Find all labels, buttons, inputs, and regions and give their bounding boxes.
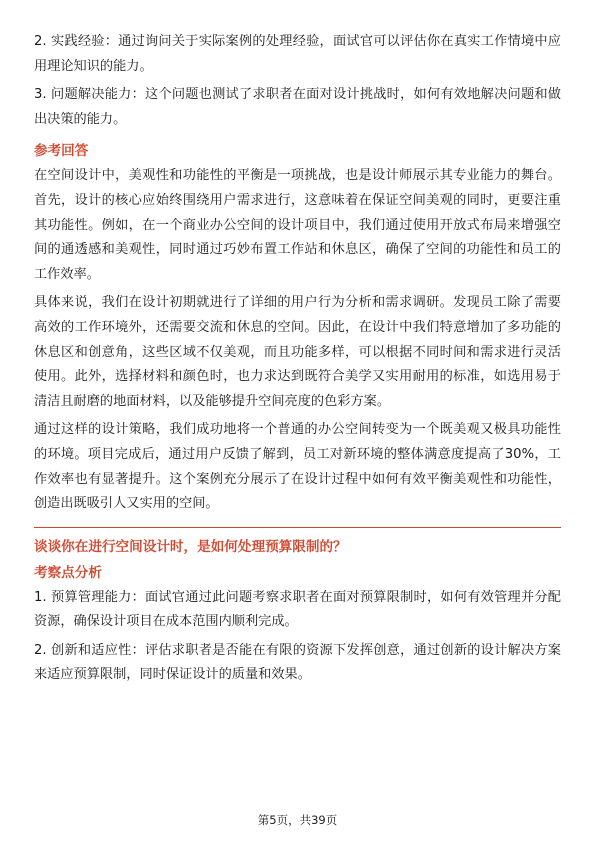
page-number: 第5页，共39页 (257, 813, 338, 827)
answer-paragraph: 在空间设计中，美观性和功能性的平衡是一项挑战，也是设计师展示其专业能力的舞台。首先，设计的核心应始终围绕用户需求进行，这意味着在保证空间美观的同时，更要注重其功能性。例如，在一个商业办公空间的设计项目中，我们通过使用开放式布局来增强空间的通透感和美观性，同时通过巧妙布置工作站和休息区，确保了空间的功能性和员工的工作效率。 (34, 168, 561, 282)
answer-paragraph: 具体来说，我们在设计初期就进行了详细的用户行为分析和需求调研。发现员工除了需要高效的工作环境外，还需要交流和休息的空间。因此，在设计中我们特意增加了多功能的休息区和创意角，这些区域不仅美观，而且功能多样，可以根据不同时间和需求进行灵活使用。此外，选择材料和颜色时，也力求达到既符合美学又实用耐用的标准，如选用易于清洁且耐磨的地面材料，以及能够提升空间亮度的色彩方案。 (34, 295, 561, 409)
list-item-problem-solving: 3. 问题解决能力：这个问题也测试了求职者在面对设计挑战时，如何有效地解决问题和做出决策的能力。 (34, 87, 561, 127)
question-title: 谈谈你在进行空间设计时，是如何处理预算限制的？ (34, 538, 347, 555)
answer-paragraph: 通过这样的设计策略，我们成功地将一个普通的办公空间转变为一个既美观又极具功能性的环境。项目完成后，通过用户反馈了解到，员工对新环境的整体满意度提高了30%，工作效率也有显著提升。这个案例充分展示了在设计过程中如何有效平衡美观性和功能性，创造出既吸引人又实用的空间。 (34, 422, 561, 512)
analysis-heading: 考察点分析 (34, 564, 102, 581)
list-item-budget-management: 1. 预算管理能力：面试官通过此问题考察求职者在面对预算限制时，如何有效管理并分配资源，确保设计项目在成本范围内顺利完成。 (34, 589, 561, 630)
list-item-innovation: 2. 创新和适应性：评估求职者是否能在有限的资源下发挥创意，通过创新的设计解决方案来适应预算限制，同时保证设计的质量和效果。 (34, 642, 561, 683)
reference-answer-heading: 参考回答 (34, 143, 89, 160)
section-divider (34, 527, 561, 528)
document-page (34, 30, 561, 688)
list-item-practical-experience: 2. 实践经验：通过询问关于实际案例的处理经验，面试官可以评估你在真实工作情境中应用理论知识的能力。 (34, 34, 561, 74)
